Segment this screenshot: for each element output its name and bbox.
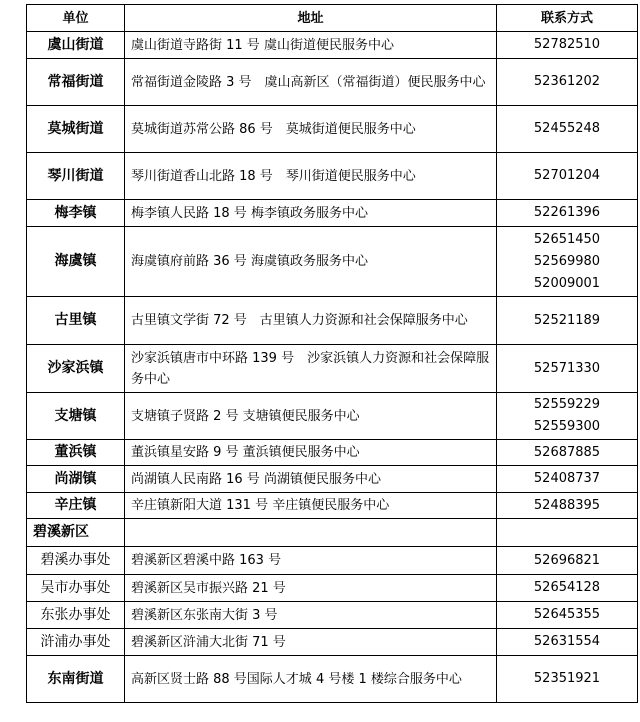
table-row (27, 493, 638, 519)
cell-unit: 碧溪办事处 (27, 547, 125, 575)
cell-unit: 琴川街道 (27, 153, 125, 200)
table-row (27, 106, 638, 153)
cell-unit: 碧溪新区 (27, 519, 125, 547)
cell-unit: 东张办事处 (27, 602, 125, 629)
phone-number: 52654128 (533, 580, 601, 595)
table-row (27, 602, 638, 629)
table-row (27, 547, 638, 575)
cell-address: 碧溪新区东张南大街 3 号 (125, 602, 497, 629)
phone-number: 52261396 (533, 205, 601, 220)
header-unit: 单位 (27, 5, 125, 32)
table-row (27, 227, 638, 297)
table-row (27, 440, 638, 466)
phone-number: 52559229 (533, 397, 601, 412)
phone-number: 52645355 (533, 607, 601, 622)
phone-number: 52569980 (533, 253, 601, 269)
table-row (27, 629, 638, 656)
phone-number: 52361202 (533, 74, 601, 89)
cell-unit: 东南街道 (27, 656, 125, 703)
phone-number: 52455248 (533, 121, 601, 136)
cell-phone (497, 547, 638, 575)
table-row (27, 466, 638, 493)
header-row (27, 5, 638, 32)
phone-number: 52009001 (533, 275, 601, 291)
cell-address: 海虞镇府前路 36 号 海虞镇政务服务中心 (125, 227, 497, 297)
table-row (27, 59, 638, 106)
cell-address: 古里镇文学街 72 号 古里镇人力资源和社会保障服务中心 (125, 297, 497, 345)
cell-phone (497, 493, 638, 519)
phone-number: 52559300 (533, 419, 601, 434)
cell-address: 碧溪新区吴市振兴路 21 号 (125, 575, 497, 602)
phone-number: 52408737 (533, 471, 601, 486)
contact-table (26, 4, 638, 703)
cell-address: 虞山街道寺路街 11 号 虞山街道便民服务中心 (125, 32, 497, 59)
cell-phone (497, 345, 638, 393)
cell-address: 辛庄镇新阳大道 131 号 辛庄镇便民服务中心 (125, 493, 497, 519)
cell-phone (497, 440, 638, 466)
table-row (27, 153, 638, 200)
cell-unit: 董浜镇 (27, 440, 125, 466)
cell-unit: 莫城街道 (27, 106, 125, 153)
cell-phone (497, 575, 638, 602)
cell-unit: 吴市办事处 (27, 575, 125, 602)
cell-address: 支塘镇子贤路 2 号 支塘镇便民服务中心 (125, 393, 497, 440)
phone-number: 52571330 (533, 360, 601, 376)
cell-phone (497, 200, 638, 227)
cell-phone (497, 227, 638, 297)
cell-address (125, 519, 497, 547)
phone-number: 52351921 (533, 671, 601, 686)
cell-unit: 尚湖镇 (27, 466, 125, 493)
cell-phone (497, 656, 638, 703)
table-row (27, 519, 638, 547)
phone-number: 52696821 (533, 552, 601, 568)
cell-phone (497, 466, 638, 493)
cell-address: 董浜镇星安路 9 号 董浜镇便民服务中心 (125, 440, 497, 466)
cell-phone (497, 32, 638, 59)
table-row (27, 393, 638, 440)
cell-phone (497, 297, 638, 345)
cell-address: 琴川街道香山北路 18 号 琴川街道便民服务中心 (125, 153, 497, 200)
cell-phone (497, 106, 638, 153)
cell-unit: 梅李镇 (27, 200, 125, 227)
table-body (27, 32, 638, 703)
cell-address: 高新区贤士路 88 号国际人才城 4 号楼 1 楼综合服务中心 (125, 656, 497, 703)
phone-number: 52701204 (533, 168, 601, 183)
phone-number: 52631554 (533, 634, 601, 649)
phone-number: 52782510 (533, 37, 601, 52)
cell-address: 碧溪新区浒浦大北街 71 号 (125, 629, 497, 656)
cell-address: 常福街道金陵路 3 号 虞山高新区（常福街道）便民服务中心 (125, 59, 497, 106)
cell-address: 碧溪新区碧溪中路 163 号 (125, 547, 497, 575)
header-address: 地址 (125, 5, 497, 32)
cell-unit: 沙家浜镇 (27, 345, 125, 393)
table-row (27, 345, 638, 393)
cell-unit: 虞山街道 (27, 32, 125, 59)
cell-unit: 古里镇 (27, 297, 125, 345)
phone-number: 52521189 (533, 312, 601, 328)
cell-phone (497, 519, 638, 547)
cell-address: 尚湖镇人民南路 16 号 尚湖镇便民服务中心 (125, 466, 497, 493)
table-row (27, 200, 638, 227)
cell-phone (497, 59, 638, 106)
phone-number: 52687885 (533, 444, 601, 460)
cell-unit: 浒浦办事处 (27, 629, 125, 656)
table-row (27, 32, 638, 59)
cell-phone (497, 629, 638, 656)
table-row (27, 297, 638, 345)
table-row (27, 656, 638, 703)
cell-unit: 常福街道 (27, 59, 125, 106)
cell-address: 梅李镇人民路 18 号 梅李镇政务服务中心 (125, 200, 497, 227)
cell-address: 莫城街道苏常公路 86 号 莫城街道便民服务中心 (125, 106, 497, 153)
cell-phone (497, 153, 638, 200)
table-row (27, 575, 638, 602)
cell-unit: 支塘镇 (27, 393, 125, 440)
cell-phone (497, 393, 638, 440)
cell-phone (497, 602, 638, 629)
cell-address: 沙家浜镇唐市中环路 139 号 沙家浜镇人力资源和社会保障服务中心 (125, 345, 497, 393)
cell-unit: 海虞镇 (27, 227, 125, 297)
phone-number: 52488395 (533, 497, 601, 513)
header-phone: 联系方式 (497, 5, 638, 32)
phone-number: 52651450 (533, 231, 601, 247)
cell-unit: 辛庄镇 (27, 493, 125, 519)
